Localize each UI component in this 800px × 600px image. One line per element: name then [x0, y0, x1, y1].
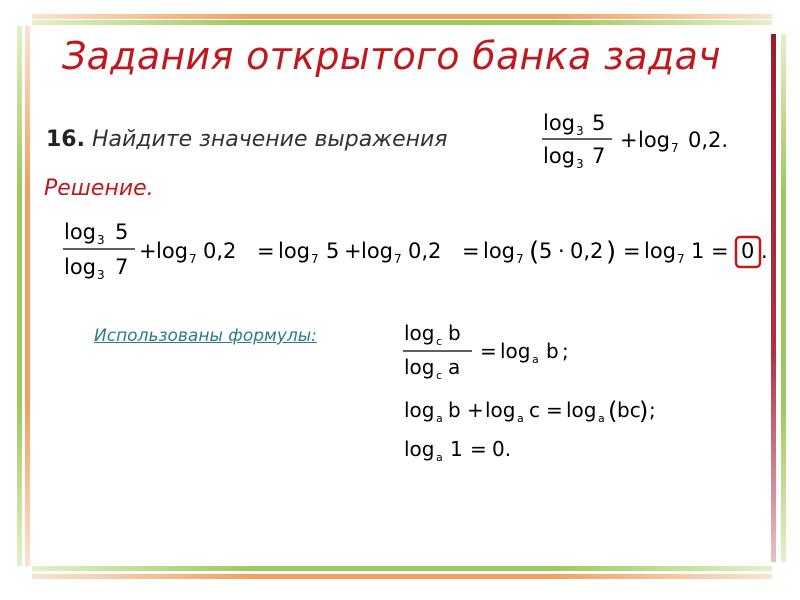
svg-text:+: +: [620, 128, 638, 152]
svg-text:log: log: [500, 339, 531, 363]
svg-text:c: c: [436, 335, 443, 348]
svg-text:7: 7: [189, 252, 197, 266]
svg-text:(: (: [608, 397, 618, 425]
svg-text:log: log: [404, 321, 435, 345]
svg-text:;: ;: [562, 339, 569, 363]
svg-text:3: 3: [97, 268, 105, 282]
formula-sum-of-logs: [404, 397, 656, 425]
svg-text:5: 5: [326, 239, 340, 263]
frame-bottom-orange-line: [32, 574, 772, 579]
svg-text:1: 1: [691, 239, 705, 263]
svg-text:log: log: [404, 437, 435, 461]
svg-text:log: log: [64, 255, 97, 279]
svg-text:a: a: [436, 412, 443, 425]
task-expression: [540, 104, 755, 176]
svg-text:+: +: [467, 398, 484, 422]
svg-text:a: a: [436, 451, 443, 464]
svg-text:7: 7: [677, 252, 685, 266]
svg-text:7: 7: [115, 255, 129, 279]
svg-text:7: 7: [671, 141, 679, 155]
svg-text:log: log: [638, 128, 671, 152]
svg-text:): ): [606, 237, 617, 267]
task-statement: [46, 127, 448, 152]
svg-text:3: 3: [576, 157, 584, 171]
svg-text:b: b: [448, 321, 461, 345]
svg-text:b: b: [448, 398, 461, 422]
svg-text:a: a: [517, 412, 524, 425]
svg-text:log: log: [361, 239, 394, 263]
solution-expression: [60, 214, 770, 290]
formula-log-of-one: [404, 437, 511, 464]
svg-text:7: 7: [592, 144, 606, 168]
svg-text:log: log: [483, 239, 516, 263]
svg-text:=: =: [462, 239, 480, 263]
frame-right-green-line: [781, 34, 786, 562]
svg-text:7: 7: [394, 252, 402, 266]
svg-text:1: 1: [450, 437, 463, 461]
formulas-caption: Использованы формулы:: [94, 326, 317, 346]
svg-text:0,2.: 0,2.: [688, 128, 729, 152]
svg-text:): ): [639, 397, 649, 425]
svg-text:=: =: [711, 239, 729, 263]
frame-left-green-line: [17, 26, 22, 566]
svg-text:0,2: 0,2: [203, 239, 237, 263]
svg-text:5: 5: [115, 220, 129, 244]
svg-text:.: .: [761, 239, 768, 263]
svg-text:log: log: [64, 220, 97, 244]
svg-text:0,2: 0,2: [570, 239, 604, 263]
svg-text:log: log: [404, 355, 435, 379]
svg-text:0,2: 0,2: [408, 239, 442, 263]
svg-text:a: a: [532, 353, 539, 366]
svg-text:c: c: [529, 398, 540, 422]
task-number: 16.: [46, 127, 85, 152]
svg-text:+: +: [344, 239, 362, 263]
svg-text:;: ;: [649, 398, 656, 422]
svg-text:a: a: [598, 412, 605, 425]
frame-left-orange-line: [25, 26, 30, 566]
svg-text:7: 7: [516, 252, 524, 266]
svg-text:7: 7: [311, 252, 319, 266]
svg-text:3: 3: [97, 233, 105, 247]
svg-text:(: (: [529, 237, 540, 267]
svg-text:log: log: [644, 239, 677, 263]
task-den-log: log: [543, 144, 576, 168]
svg-text:=: =: [480, 339, 497, 363]
svg-text:·: ·: [558, 239, 565, 263]
task-num-log: log: [543, 111, 576, 135]
svg-text:log: log: [566, 398, 597, 422]
formula-change-of-base: [403, 321, 569, 382]
svg-text:3: 3: [576, 124, 584, 138]
svg-text:b: b: [546, 339, 559, 363]
svg-text:log: log: [156, 239, 189, 263]
svg-text:=: =: [257, 239, 275, 263]
answer-value: 0: [741, 239, 755, 263]
svg-text:log: log: [278, 239, 311, 263]
svg-text:c: c: [436, 369, 443, 382]
frame-right-red-line: [771, 34, 776, 562]
task-text: Найдите значение выражения: [91, 127, 448, 152]
svg-text:=: =: [623, 239, 641, 263]
svg-text:=: =: [470, 437, 487, 461]
svg-text:bc: bc: [617, 398, 641, 422]
svg-text:=: =: [546, 398, 563, 422]
frame-top-orange-line: [32, 14, 772, 19]
svg-text:log: log: [404, 398, 435, 422]
frame-bottom-green-line: [32, 566, 772, 571]
svg-text:5: 5: [592, 111, 606, 135]
svg-text:log: log: [485, 398, 516, 422]
frame-top-green-line: [32, 20, 772, 25]
svg-text:a: a: [448, 355, 461, 379]
solution-label: Решение.: [44, 176, 154, 201]
slide-title: Задания открытого банка задач: [62, 34, 721, 78]
svg-text:0.: 0.: [492, 437, 512, 461]
svg-text:5: 5: [539, 239, 553, 263]
svg-text:+: +: [139, 239, 157, 263]
formulas-block: [400, 318, 720, 468]
